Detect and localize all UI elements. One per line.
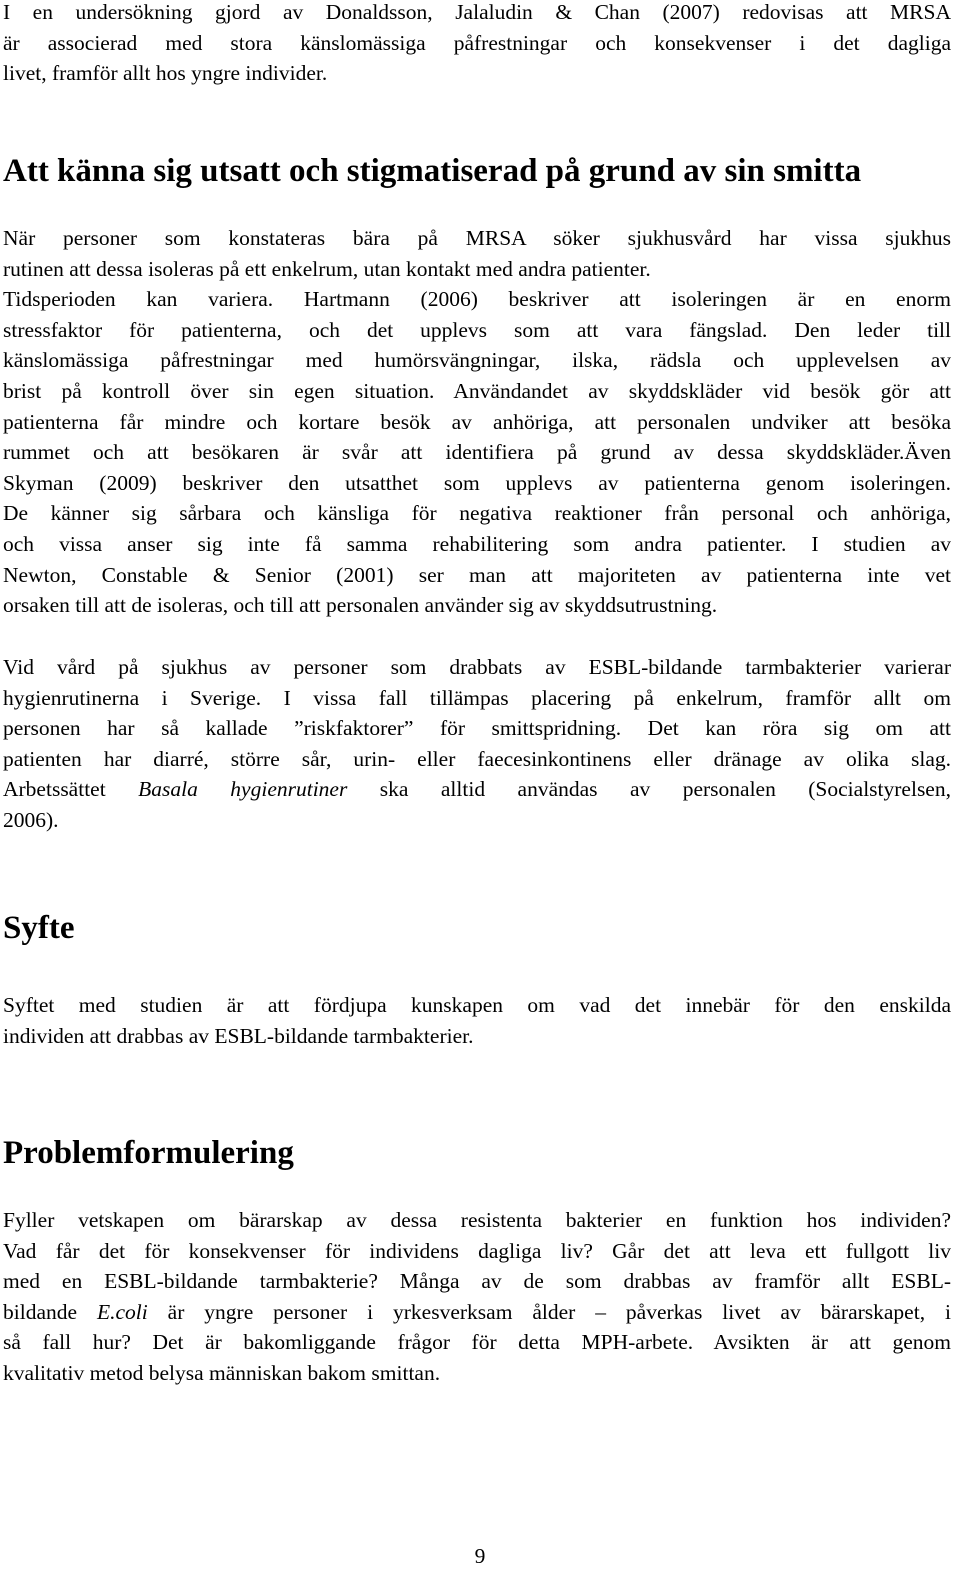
stigma-paragraph-1 (3, 223, 951, 621)
text-line: personen har så kallade ”riskfaktorer” för smittspridning. Det kan röra sig om att (3, 716, 951, 741)
text-line: brist på kontroll över sin egen situation. Användandet av skyddskläder vid besök gör att (3, 378, 951, 403)
syfte-paragraph (3, 990, 951, 1051)
text-line: stressfaktor för patienterna, och det upplevs som att vara fängslad. Den leder till (3, 317, 951, 342)
text-line: Newton, Constable & Senior (2001) ser man att majoriteten av patienterna inte vet (3, 562, 951, 587)
text-run: ska alltid användas av personalen (Socialstyrelsen, (347, 777, 951, 802)
text-line: patienterna får mindre och kortare besök av anhöriga, att personalen undviker att besöka (3, 409, 951, 434)
stigma-paragraph-2 (3, 652, 951, 836)
text-line (3, 1297, 951, 1328)
text-line: Skyman (2009) beskriver den utsatthet som upplevs av patienterna genom isoleringen. (3, 470, 951, 495)
text-line: så fall hur? Det är bakomliggande frågor för detta MPH-arbete. Avsikten är att genom (3, 1330, 951, 1355)
text-line: I en undersökning gjord av Donaldsson, Jalaludin & Chan (2007) redovisas att MRSA (3, 0, 951, 24)
text-line: Syftet med studien är att fördjupa kunskapen om vad det innebär för den enskilda (3, 993, 951, 1017)
intro-paragraph (3, 0, 951, 89)
text-line: individen att drabbas av ESBL-bildande tarmbakterier. (3, 1023, 474, 1048)
text-line: rutinen att dessa isoleras på ett enkelrum, utan kontakt med andra patienter. (3, 256, 651, 281)
text-line: kvalitativ metod belysa människan bakom smittan. (3, 1360, 441, 1385)
text-line: orsaken till att de isoleras, och till att personalen använder sig av skyddsutrustning. (3, 593, 718, 618)
text-line: De känner sig sårbara och känsliga för negativa reaktioner från personal och anhöriga, (3, 501, 951, 526)
text-line: hygienrutinerna i Sverige. I vissa fall tillämpas placering på enkelrum, framför allt om (3, 685, 951, 710)
text-line: rummet och att besökaren är svår att identifiera på grund av dessa skyddskläder.Även (3, 440, 951, 465)
section-heading-syfte: Syfte (3, 910, 75, 946)
text-line: och vissa anser sig inte få samma rehabilitering som andra patienter. I studien av (3, 531, 951, 556)
text-line: livet, framför allt hos yngre individer. (3, 61, 328, 86)
text-line: patienten har diarré, större sår, urin- eller faecesinkontinens eller dränage av olika slag. (3, 746, 951, 771)
text-line: Fyller vetskapen om bärarskap av dessa resistenta bakterier en funktion hos individen? (3, 1208, 951, 1232)
text-run: bildande (3, 1299, 97, 1324)
text-line: känslomässiga påfrestningar med humörsvängningar, ilska, rädsla och upplevelsen av (3, 348, 951, 373)
text-line: med en ESBL-bildande tarmbakterie? Många av de som drabbas av framför allt ESBL- (3, 1269, 951, 1294)
text-run: är yngre personer i yrkesverksam ålder – påverkas livet av bärarskapet, i (147, 1299, 951, 1324)
text-line: är associerad med stora känslomässiga påfrestningar och konsekvenser i det dagliga (3, 30, 951, 55)
page-number: 9 (474, 1544, 486, 1568)
text-line: När personer som konstateras bära på MRSA söker sjukhusvård har vissa sjukhus (3, 226, 951, 250)
italic-term: E.coli (96, 1299, 148, 1324)
text-line: 2006). (3, 807, 59, 832)
italic-term: Basala hygienrutiner (138, 777, 348, 802)
section-heading-stigma: Att känna sig utsatt och stigmatiserad på grund av sin smitta (3, 153, 862, 189)
text-line (3, 774, 951, 805)
text-line: Tidsperioden kan variera. Hartmann (2006) beskriver att isoleringen är en enorm (3, 287, 951, 312)
problem-paragraph (3, 1205, 951, 1389)
text-run: Arbetssättet (3, 777, 139, 802)
text-line: Vid vård på sjukhus av personer som drabbats av ESBL-bildande tarmbakterier varierar (3, 655, 951, 679)
section-heading-problemformulering: Problemformulering (3, 1135, 294, 1171)
text-line: Vad får det för konsekvenser för individens dagliga liv? Går det att leva ett fullgott liv (3, 1238, 951, 1263)
